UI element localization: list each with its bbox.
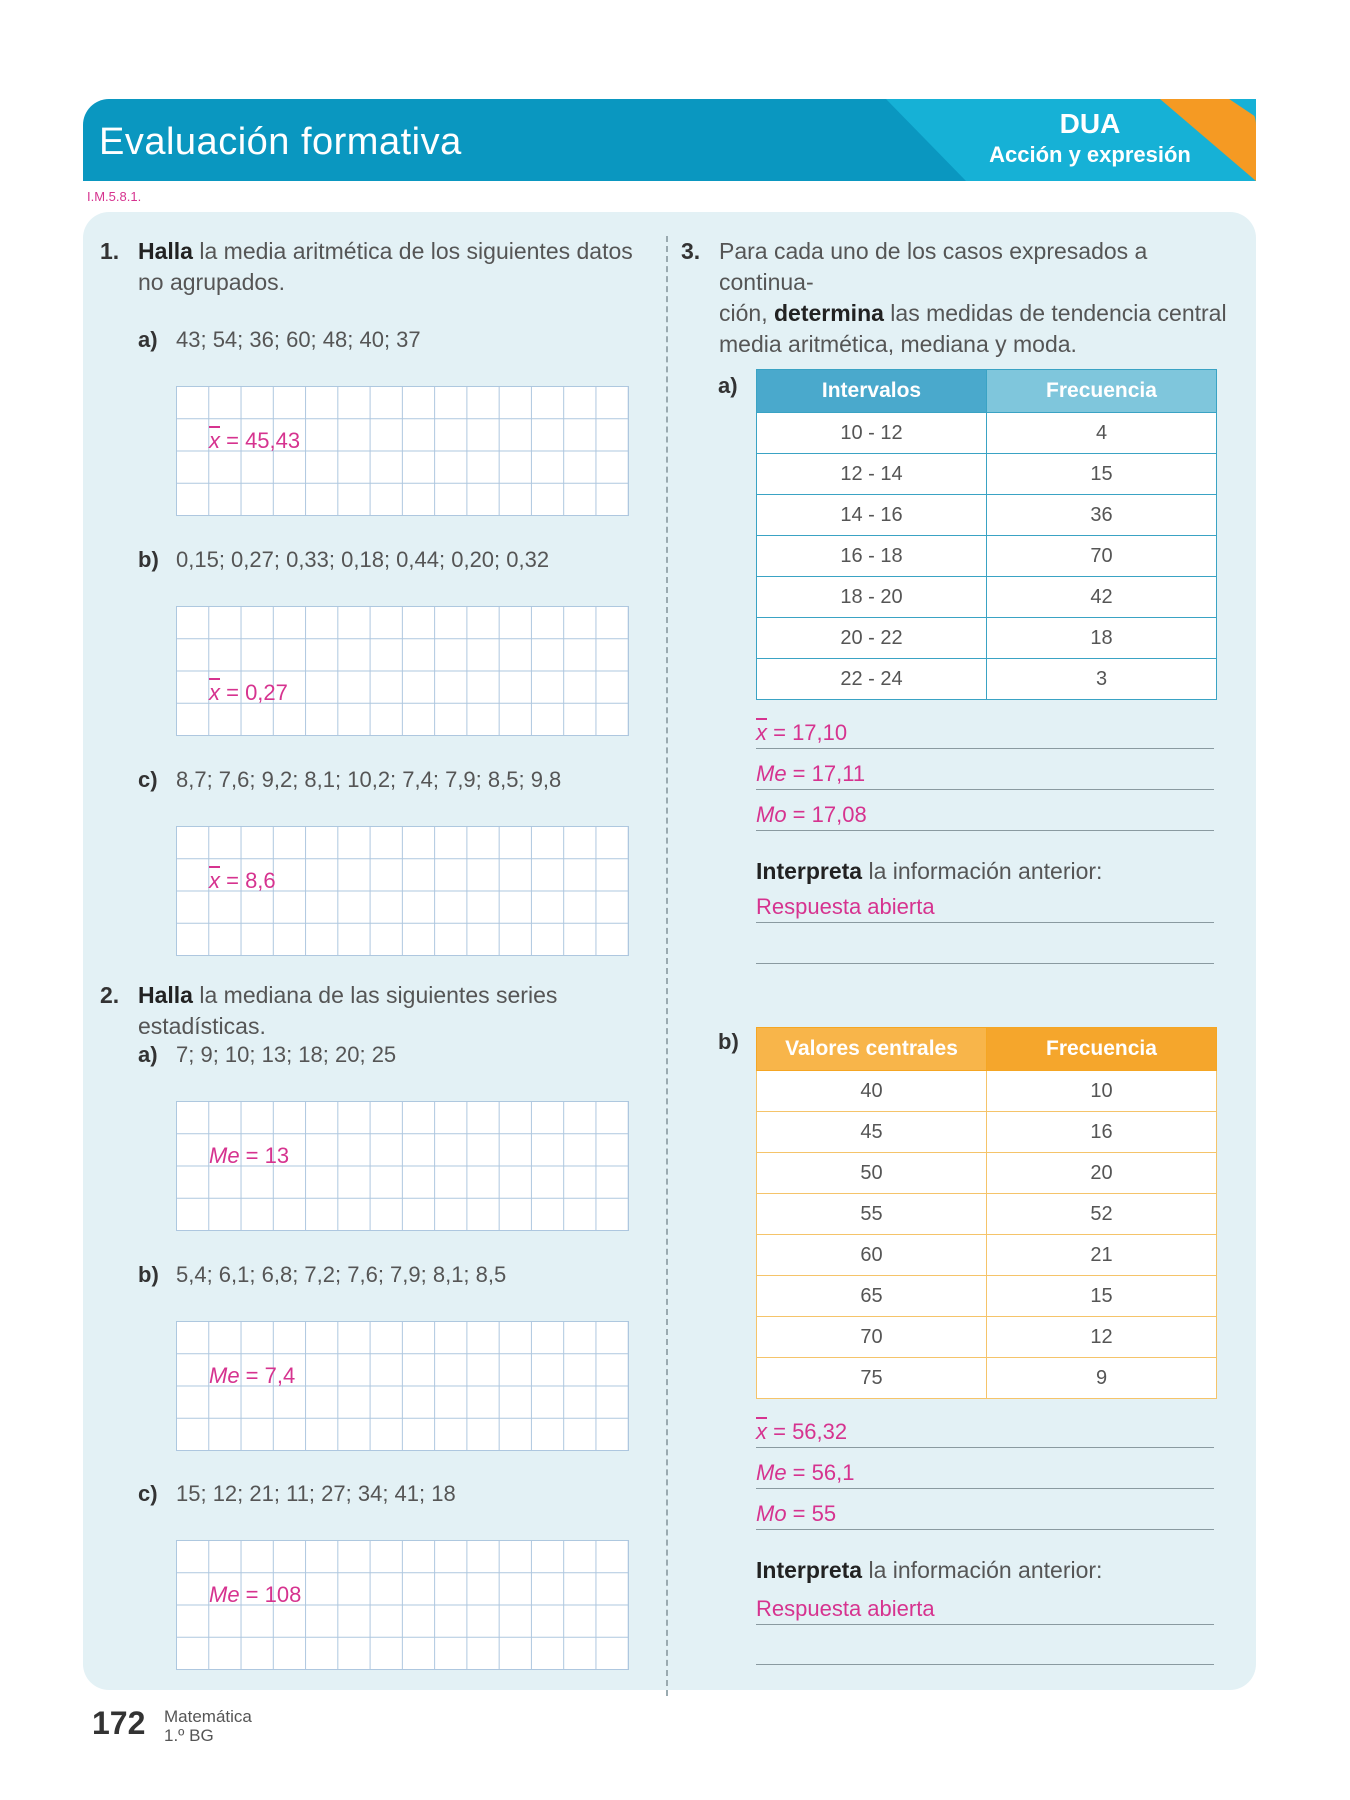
table-cell: 22 - 24 [757,659,987,700]
table-cell: 50 [757,1153,987,1194]
dua-subtitle: Acción y expresión [989,142,1191,167]
mode-answer: Mo = 17,08 [756,802,867,827]
mean-answer: $\overline{x} = 17,10$ [756,720,848,745]
table-cell: 4 [987,413,1217,454]
item-data: 0,15; 0,27; 0,33; 0,18; 0,44; 0,20; 0,32 [176,547,550,572]
table-cell: 36 [987,495,1217,536]
question-number: 1. [100,238,120,264]
median-answer-line[interactable] [756,1454,1214,1489]
item-data: 5,4; 6,1; 6,8; 7,2; 7,6; 7,9; 8,1; 8,5 [176,1262,507,1287]
answer-text: $\overline{x} = 8,6$ [209,868,276,893]
answer-grid[interactable] [176,606,629,736]
table-row [757,1153,1217,1194]
table-cell: 42 [987,577,1217,618]
answer-grid[interactable] [176,1101,629,1231]
median-answer: Me = 17,11 [756,761,866,786]
table-cell: 10 [987,1071,1217,1112]
table-cell: 20 [987,1153,1217,1194]
table-row [757,413,1217,454]
median-answer-line[interactable] [756,755,1214,790]
table-cell: 45 [757,1112,987,1153]
table-row [757,1194,1217,1235]
response-text: Respuesta abierta [756,894,935,919]
question-text: Para cada uno de los casos expresados a continua- ción, determina las medidas de tendencia central media aritmética, mediana y moda. [719,238,1227,357]
interpret-blank-line[interactable] [756,929,1214,964]
table-cell: 70 [987,536,1217,577]
table-cell: 10 - 12 [757,413,987,454]
table-cell: 65 [757,1276,987,1317]
table-row [757,1112,1217,1153]
item-data: 15; 12; 21; 11; 27; 34; 41; 18 [176,1481,456,1506]
column-header: Intervalos [757,370,987,413]
answer-grid[interactable] [176,826,629,956]
table-header-row [757,370,1217,413]
mode-answer: Mo = 55 [756,1501,837,1526]
answer-grid[interactable] [176,386,629,516]
interpret-prompt: Interpreta la información anterior: [756,1557,1103,1583]
table-row [757,618,1217,659]
question-text: Halla la mediana de las siguientes series estadísticas. [138,982,558,1039]
mode-answer-line[interactable] [756,1495,1214,1530]
column-header: Valores centrales [757,1028,987,1071]
median-answer: Me = 56,1 [756,1460,855,1485]
table-cell: 75 [757,1358,987,1399]
item-label: a) [138,1042,158,1067]
table-cell: 3 [987,659,1217,700]
answer-text: $\overline{x} = 0,27$ [209,680,288,705]
table-cell: 15 [987,454,1217,495]
footer-subject: Matemática 1.º BG [164,1707,252,1745]
answer-grid[interactable] [176,1321,629,1451]
question-number: 3. [681,238,701,264]
table-cell: 21 [987,1235,1217,1276]
dua-title: DUA [1059,108,1121,139]
table-row [757,495,1217,536]
item-label: b) [138,547,159,572]
question-text: Halla la media aritmética de los siguientes datos no agrupados. [138,238,633,295]
table-cell: 16 [987,1112,1217,1153]
column-header: Frecuencia [987,370,1217,413]
table-row [757,1235,1217,1276]
table-cell: 15 [987,1276,1217,1317]
table-cell: 60 [757,1235,987,1276]
table-row [757,659,1217,700]
answer-grid[interactable] [176,1540,629,1670]
table-cell: 55 [757,1194,987,1235]
table-cell: 52 [987,1194,1217,1235]
table-row [757,1317,1217,1358]
column-divider [666,236,668,1696]
table-cell: 14 - 16 [757,495,987,536]
item-label: b) [138,1262,159,1287]
table-cell: 70 [757,1317,987,1358]
table-row [757,1071,1217,1112]
answer-text: Me = 108 [209,1582,302,1607]
interpret-prompt: Interpreta la información anterior: [756,858,1103,884]
table-row [757,1358,1217,1399]
item-data: 7; 9; 10; 13; 18; 20; 25 [176,1042,397,1067]
mean-answer-line[interactable] [756,714,1214,749]
item-data: 8,7; 7,6; 9,2; 8,1; 10,2; 7,4; 7,9; 8,5; 9,8 [176,767,562,792]
page-title: Evaluación formativa [99,121,462,163]
indicator-code: I.M.5.8.1. [87,189,142,204]
page-number: 172 [92,1705,146,1741]
answer-text: Me = 13 [209,1143,290,1168]
answer-text: Me = 7,4 [209,1363,296,1388]
response-text: Respuesta abierta [756,1596,935,1621]
table-header-row [757,1028,1217,1071]
interpret-answer-line[interactable] [756,888,1214,923]
answer-text: $\overline{x} = 45,43$ [209,428,301,453]
table-cell: 12 - 14 [757,454,987,495]
table-cell: 9 [987,1358,1217,1399]
column-header: Frecuencia [987,1028,1217,1071]
mean-answer: $\overline{x} = 56,32$ [756,1419,848,1444]
table-cell: 12 [987,1317,1217,1358]
table-row [757,577,1217,618]
table-cell: 40 [757,1071,987,1112]
mode-answer-line[interactable] [756,796,1214,831]
item-label: a) [138,327,158,352]
item-label: a) [718,373,738,398]
table-row [757,454,1217,495]
table-cell: 18 [987,618,1217,659]
frequency-table-a [756,369,1217,700]
interpret-answer-line[interactable] [756,1590,1214,1625]
table-cell: 20 - 22 [757,618,987,659]
item-label: c) [138,767,158,792]
table-row [757,1276,1217,1317]
item-data: 43; 54; 36; 60; 48; 40; 37 [176,327,421,352]
mean-answer-line[interactable] [756,1413,1214,1448]
table-cell: 16 - 18 [757,536,987,577]
frequency-table-b [756,1027,1217,1399]
item-label: c) [138,1481,158,1506]
question-number: 2. [100,982,120,1008]
interpret-blank-line[interactable] [756,1630,1214,1665]
table-row [757,536,1217,577]
item-label: b) [718,1029,739,1054]
table-cell: 18 - 20 [757,577,987,618]
